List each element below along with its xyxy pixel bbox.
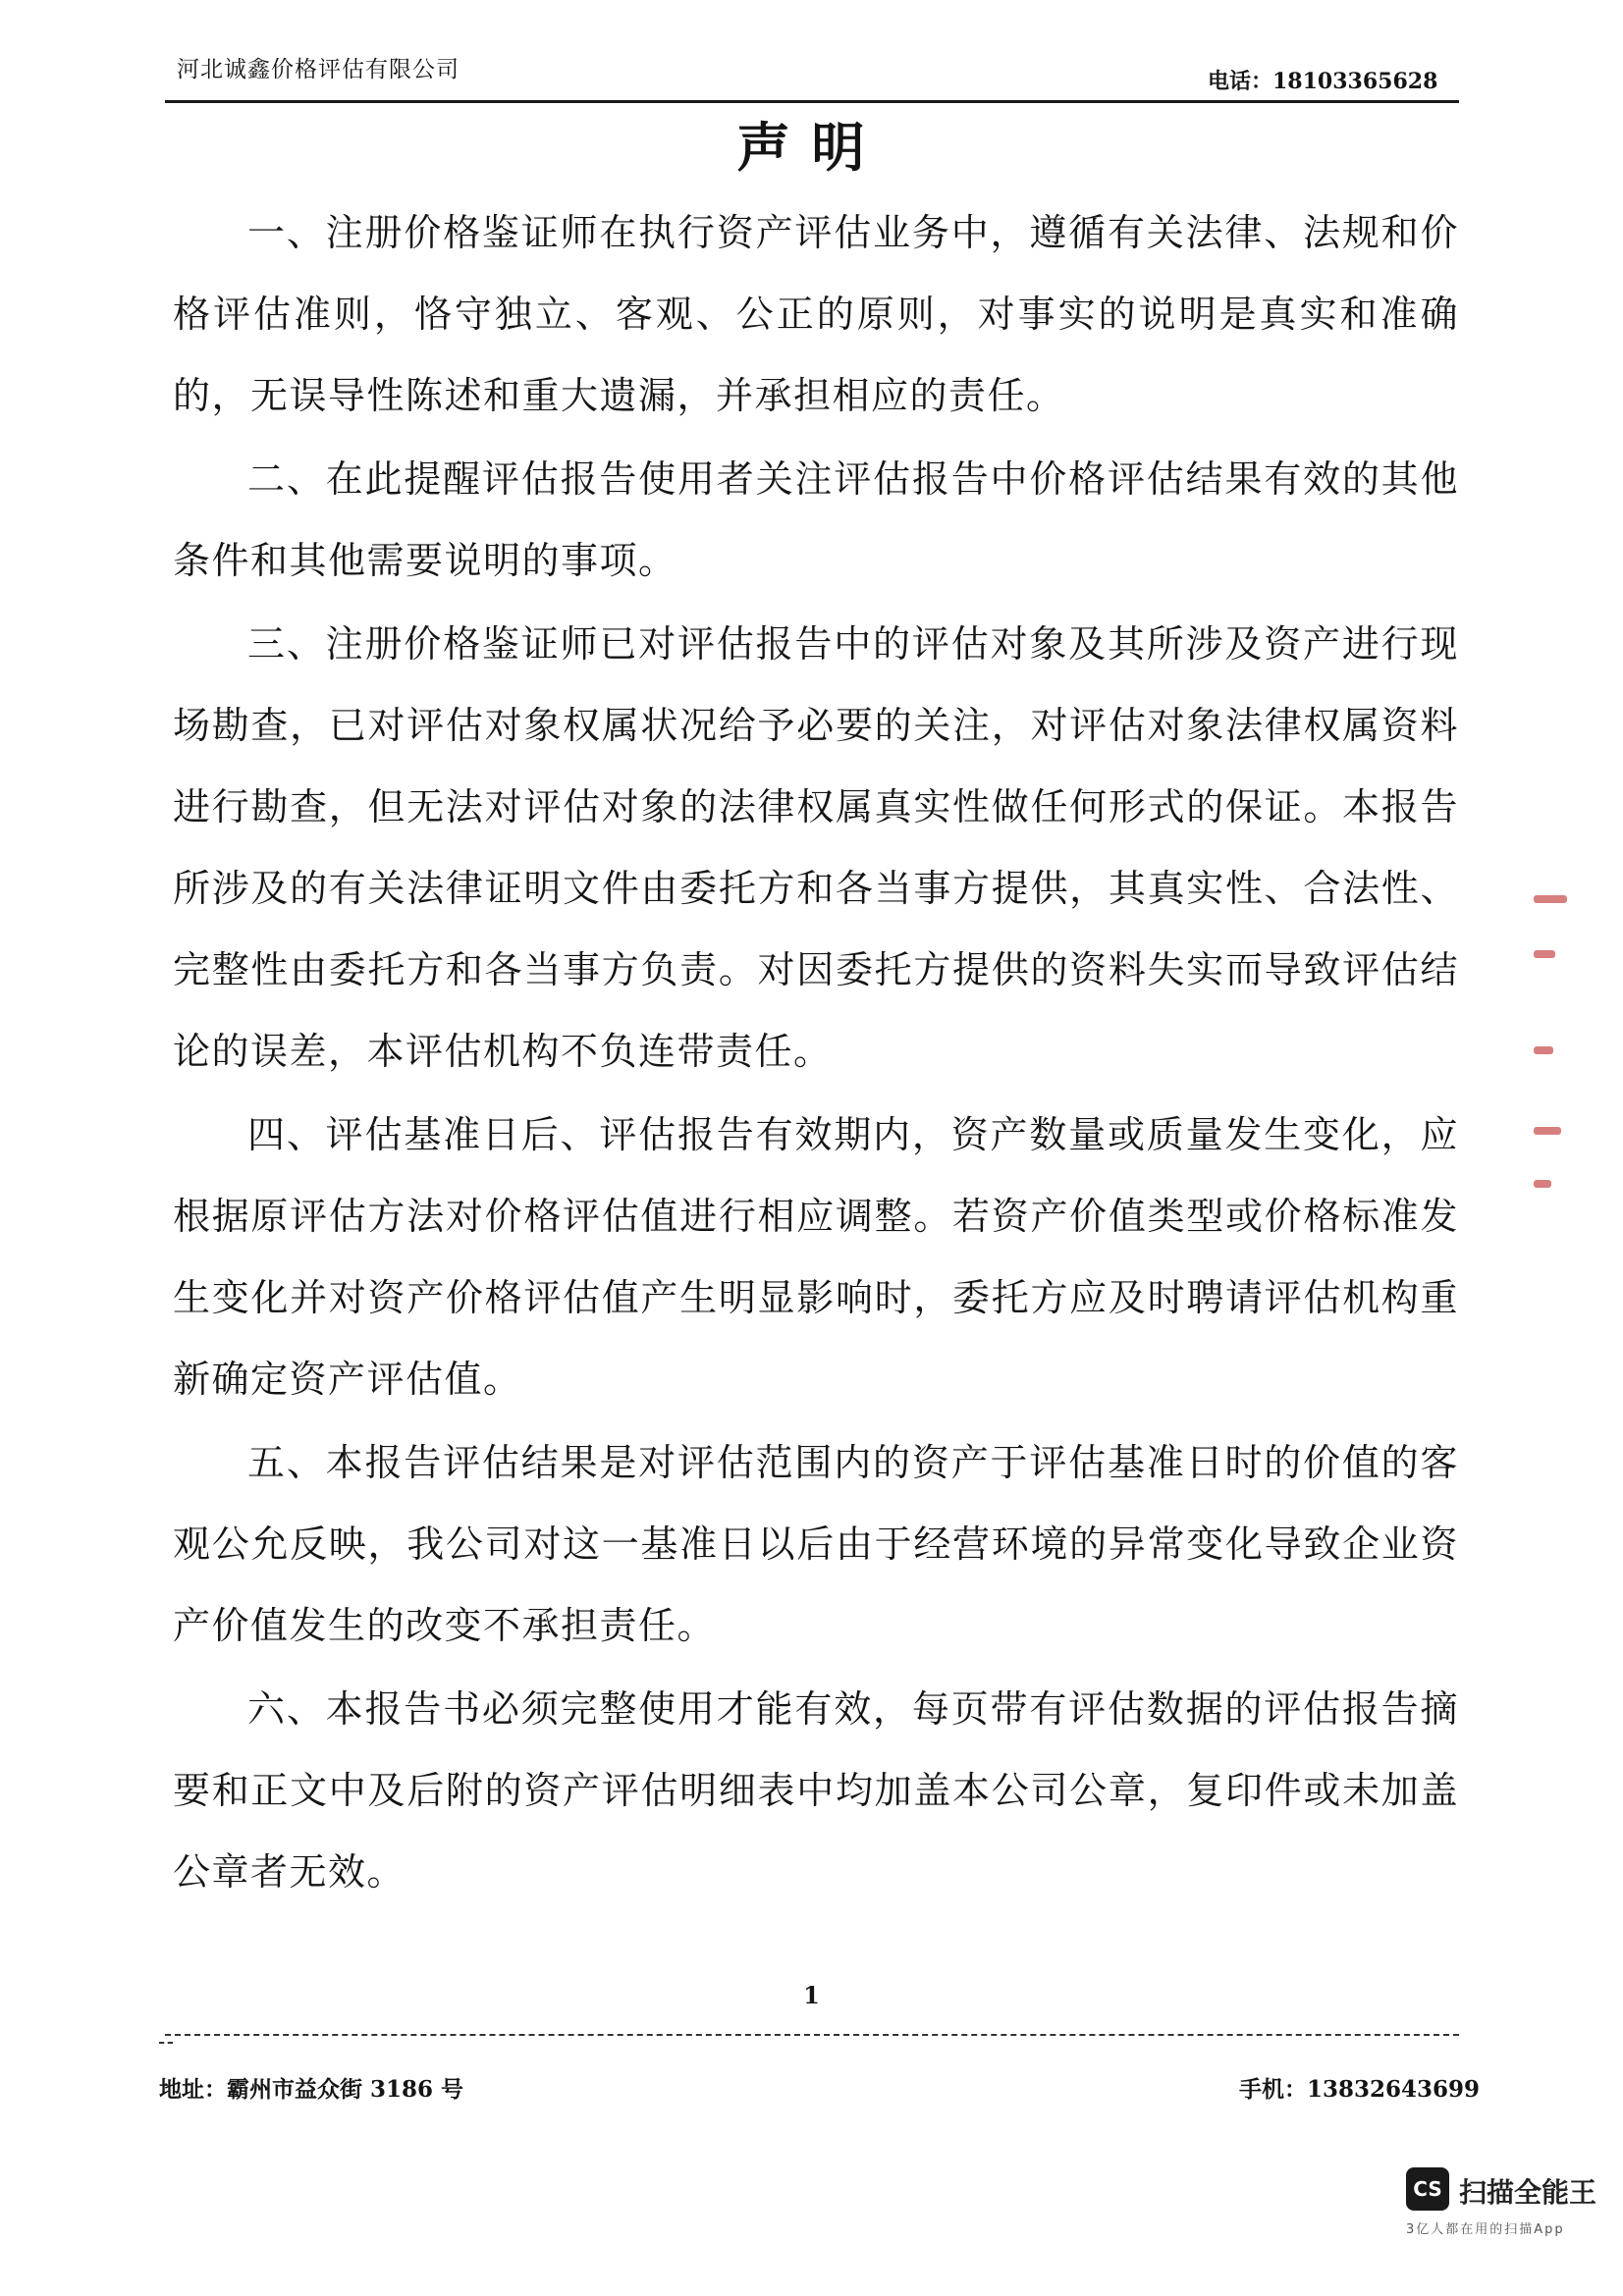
document-title: 声明 <box>736 116 887 179</box>
footer-mobile: 手机：13832643699 <box>1239 2076 1481 2103</box>
footer-divider <box>165 2034 1459 2036</box>
seal-edge-mark <box>1534 950 1555 958</box>
statement-paragraph-4: 四、评估基准日后、评估报告有效期内，资产数量或质量发生变化，应根据原评估方法对价格评估值进行相应调整。若资产价值类型或价格标准发生变化并对资产价格评估值产生明显影响时，委托方应及时聘请评估机构重新确定资产评估值。 <box>173 1113 1459 1401</box>
scanner-app-name: 扫描全能王 <box>1459 2176 1597 2209</box>
statement-paragraph-2: 二、在此提醒评估报告使用者关注评估报告中价格评估结果有效的其他条件和其他需要说明的事项。 <box>173 457 1459 582</box>
company-name: 河北诚鑫价格评估有限公司 <box>177 57 460 82</box>
seal-edge-mark <box>1534 1180 1551 1188</box>
footer-divider-tick <box>159 2042 173 2044</box>
seal-edge-mark <box>1534 895 1567 903</box>
header-phone: 电话：18103365628 <box>1208 69 1438 94</box>
header-divider <box>165 100 1459 103</box>
statement-paragraph-3: 三、注册价格鉴证师已对评估报告中的评估对象及其所涉及资产进行现场勘查，已对评估对象权属状况给予必要的关注，对评估对象法律权属资料进行勘查，但无法对评估对象的法律权属真实性做任何形式的保证。本报告所涉及的有关法律证明文件由委托方和各当事方提供，其真实性、合法性、完整性由委托方和各当事方负责。对因委托方提供的资料失实而导致评估结论的误差，本评估机构不负连带责任。 <box>173 622 1459 1073</box>
statement-paragraph-1: 一、注册价格鉴证师在执行资产评估业务中，遵循有关法律、法规和价格评估准则，恪守独立、客观、公正的原则，对事实的说明是真实和准确的，无误导性陈述和重大遗漏，并承担相应的责任。 <box>173 211 1459 417</box>
seal-edge-mark <box>1534 1127 1561 1135</box>
scanner-logo-icon: CS <box>1406 2167 1449 2211</box>
statement-body <box>173 192 1459 1913</box>
statement-paragraph-5: 五、本报告评估结果是对评估范围内的资产于评估基准日时的价值的客观公允反映，我公司对这一基准日以后由于经营环境的异常变化导致企业资产价值发生的改变不承担责任。 <box>173 1441 1459 1647</box>
statement-paragraph-6: 六、本报告书必须完整使用才能有效，每页带有评估数据的评估报告摘要和正文中及后附的资产评估明细表中均加盖本公司公章，复印件或未加盖公章者无效。 <box>173 1687 1459 1894</box>
footer-address: 地址：霸州市益众街 3186 号 <box>159 2076 464 2103</box>
scanner-tagline: 3亿人都在用的扫描App <box>1406 2222 1565 2237</box>
page-number: 1 <box>803 1981 820 2009</box>
seal-edge-mark <box>1534 1046 1553 1054</box>
